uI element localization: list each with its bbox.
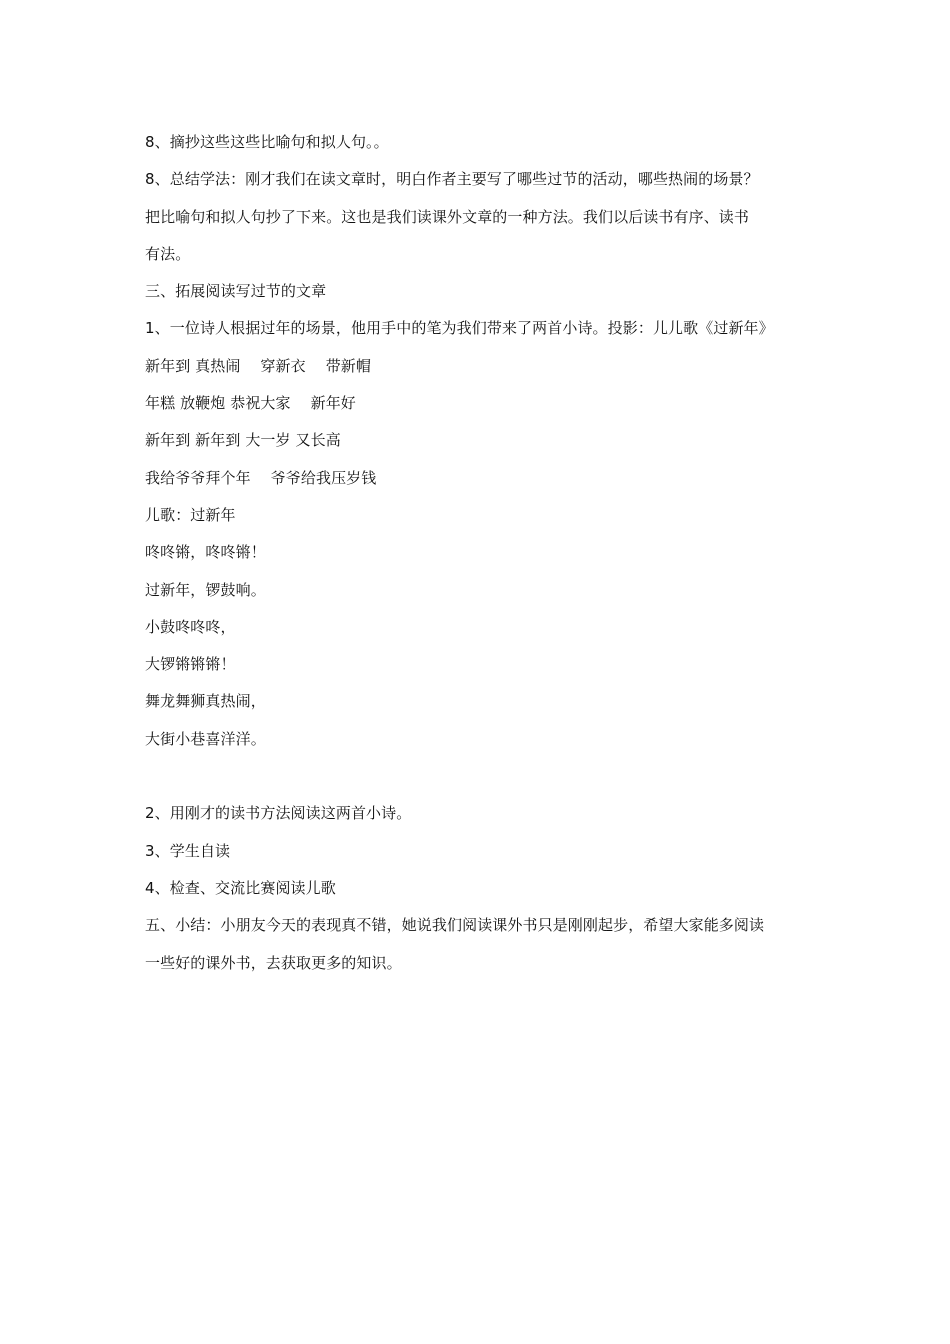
text-line: 有法。 [145,244,191,263]
text-line: 3、学生自读 [145,841,231,860]
poem-line: 过新年，锣鼓响。 [145,580,266,599]
text-line: 4、检查、交流比赛阅读儿歌 [145,878,336,897]
text-line: 8、总结学法：刚才我们在读文章时，明白作者主要写了哪些过节的活动，哪些热闹的场景？ [145,170,759,189]
poem-title: 儿歌：过新年 [145,505,236,524]
document-body [145,124,815,982]
text-line: 2、用刚才的读书方法阅读这两首小诗。 [145,804,412,823]
poem-line: 新年到 真热闹 穿新衣 带新帽 [145,356,372,375]
poem-line: 大街小巷喜洋洋。 [145,729,266,748]
poem-line: 小鼓咚咚咚， [145,617,236,636]
poem-line: 我给爷爷拜个年 爷爷给我压岁钱 [145,468,377,487]
text-line: 8、摘抄这些这些比喻句和拟人句。。 [145,133,389,151]
poem-line: 新年到 新年到 大一岁 又长高 [145,431,341,450]
poem-line: 年糕 放鞭炮 恭祝大家 新年好 [145,394,356,413]
section-heading: 五、小结：小朋友今天的表现真不错，她说我们阅读课外书只是刚刚起步，希望大家能多阅读 [145,916,765,935]
blank-line [145,758,815,795]
poem-line: 大锣锵锵锵！ [145,655,236,674]
poem-line: 舞龙舞狮真热闹， [145,692,266,711]
section-heading: 三、拓展阅读写过节的文章 [145,282,327,301]
poem-line: 咚咚锵，咚咚锵！ [145,543,266,562]
text-line: 把比喻句和拟人句抄了下来。这也是我们读课外文章的一种方法。我们以后读书有序、读书 [145,207,750,226]
text-line: 一些好的课外书，去获取更多的知识。 [145,953,402,972]
text-line: 1、一位诗人根据过年的场景，他用手中的笔为我们带来了两首小诗。投影：儿儿歌《过新年》 [145,319,774,338]
